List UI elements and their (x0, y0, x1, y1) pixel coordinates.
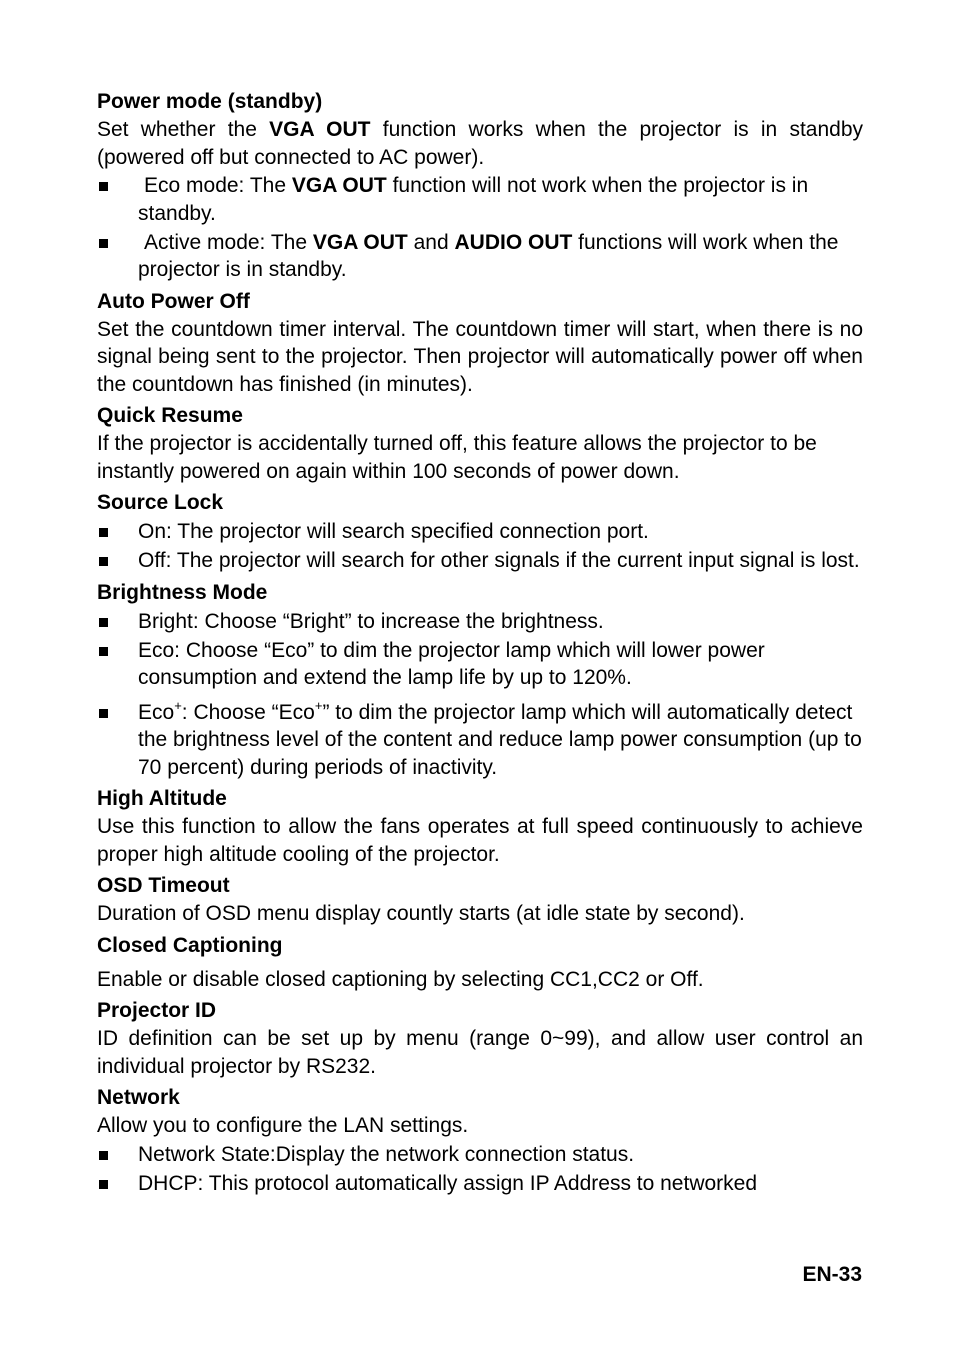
square-bullet-icon (99, 557, 108, 566)
list-item-network-state (97, 1141, 863, 1169)
heading-auto-power-off: Auto Power Off (97, 289, 250, 313)
superscript-plus: + (314, 697, 323, 713)
text-run: : Choose “Eco (181, 700, 315, 724)
network-list (97, 1141, 863, 1198)
list-item-text: Eco: Choose “Eco” to dim the projector lamp which will lower power consumption and extend the lamp life by up to 120%. (138, 638, 765, 689)
square-bullet-icon (99, 647, 108, 656)
square-bullet-icon (99, 182, 108, 191)
projector-id-description: ID definition can be set up by menu (range 0~99), and allow user control an individual projector by RS232. (97, 1027, 863, 1078)
list-item-text: Network State:Display the network connection status. (138, 1142, 635, 1166)
list-item-active-mode (97, 229, 863, 284)
text-run: and (407, 230, 455, 254)
brightness-mode-list (97, 608, 863, 782)
section-closed-captioning (97, 932, 863, 994)
heading-closed-captioning: Closed Captioning (97, 933, 283, 957)
text-run: Active mode: The (144, 230, 313, 254)
square-bullet-icon (99, 1151, 108, 1160)
closed-captioning-description: Enable or disable closed captioning by selecting CC1,CC2 or Off. (97, 967, 704, 991)
quick-resume-description: If the projector is accidentally turned off, this feature allows the projector to be instantly powered on again within 100 seconds of power down. (97, 432, 817, 483)
list-item-eco-mode (97, 172, 863, 227)
auto-power-off-description: Set the countdown timer interval. The countdown timer will start, when there is no signal being sent to the projector. Then projector will automatically power off when the countdown has finished (in minutes). (97, 317, 863, 396)
high-altitude-description: Use this function to allow the fans operates at full speed continuously to achieve proper high altitude cooling of the projector. (97, 815, 863, 866)
list-item-text: Bright: Choose “Bright” to increase the brightness. (138, 609, 604, 633)
square-bullet-icon (99, 618, 108, 627)
bold-term-vga-out: VGA OUT (312, 230, 408, 254)
square-bullet-icon (99, 709, 108, 718)
section-high-altitude (97, 785, 863, 868)
heading-quick-resume: Quick Resume (97, 404, 243, 427)
bold-term-audio-out: AUDIO OUT (454, 230, 573, 254)
osd-timeout-description: Duration of OSD menu display countly starts (at idle state by second). (97, 902, 745, 925)
power-mode-list (97, 172, 863, 284)
section-quick-resume (97, 402, 863, 485)
text-run: function works when the projector is in standby (powered off but connected to AC power). (97, 118, 864, 169)
section-brightness-mode (97, 579, 863, 782)
heading-source-lock: Source Lock (97, 491, 224, 514)
text-run: functions will work when the projector is in standby. (138, 230, 839, 281)
square-bullet-icon (99, 1180, 108, 1189)
bold-term-vga-out: VGA OUT (269, 118, 371, 141)
heading-power-mode: Power mode (standby) (97, 90, 323, 113)
heading-high-altitude: High Altitude (97, 787, 227, 810)
text-run: Eco mode: The (144, 174, 292, 197)
network-description: Allow you to configure the LAN settings. (97, 1114, 469, 1137)
source-lock-list (97, 518, 863, 575)
text-run: function will not work when the projector is in standby. (138, 174, 809, 225)
heading-osd-timeout: OSD Timeout (97, 874, 230, 897)
list-item-text: Off: The projector will search for other signals if the current input signal is lost. (138, 549, 860, 572)
power-mode-description (97, 116, 863, 171)
list-item-source-lock-off (97, 547, 863, 575)
text-run: Set whether the (97, 118, 270, 141)
bold-term-vga-out: VGA OUT (291, 174, 387, 197)
list-item-bright (97, 608, 863, 636)
superscript-plus: + (174, 697, 182, 713)
heading-network: Network (97, 1086, 180, 1109)
square-bullet-icon (99, 239, 108, 248)
section-source-lock (97, 489, 863, 575)
section-network (97, 1084, 863, 1197)
section-auto-power-off (97, 288, 863, 399)
list-item-eco (97, 637, 863, 692)
section-power-mode (97, 88, 863, 284)
manual-page (97, 88, 863, 1199)
text-run: ” to dim the projector lamp which will automatically detect the brightness level of the content and reduce lamp power consumption (up to 70 percent) during periods of inactivity. (138, 700, 862, 779)
text-run: Eco (138, 700, 175, 724)
square-bullet-icon (99, 528, 108, 537)
list-item-dhcp (97, 1170, 863, 1198)
page-number: EN-33 (802, 1263, 862, 1286)
list-item-text: On: The projector will search specified connection port. (138, 520, 649, 543)
list-item-text: DHCP: This protocol automatically assign IP Address to networked (138, 1171, 758, 1195)
heading-brightness-mode: Brightness Mode (97, 580, 268, 604)
list-item-source-lock-on (97, 518, 863, 546)
heading-projector-id: Projector ID (97, 999, 217, 1022)
list-item-eco-plus (97, 699, 863, 782)
section-osd-timeout (97, 872, 863, 928)
section-projector-id (97, 997, 863, 1080)
